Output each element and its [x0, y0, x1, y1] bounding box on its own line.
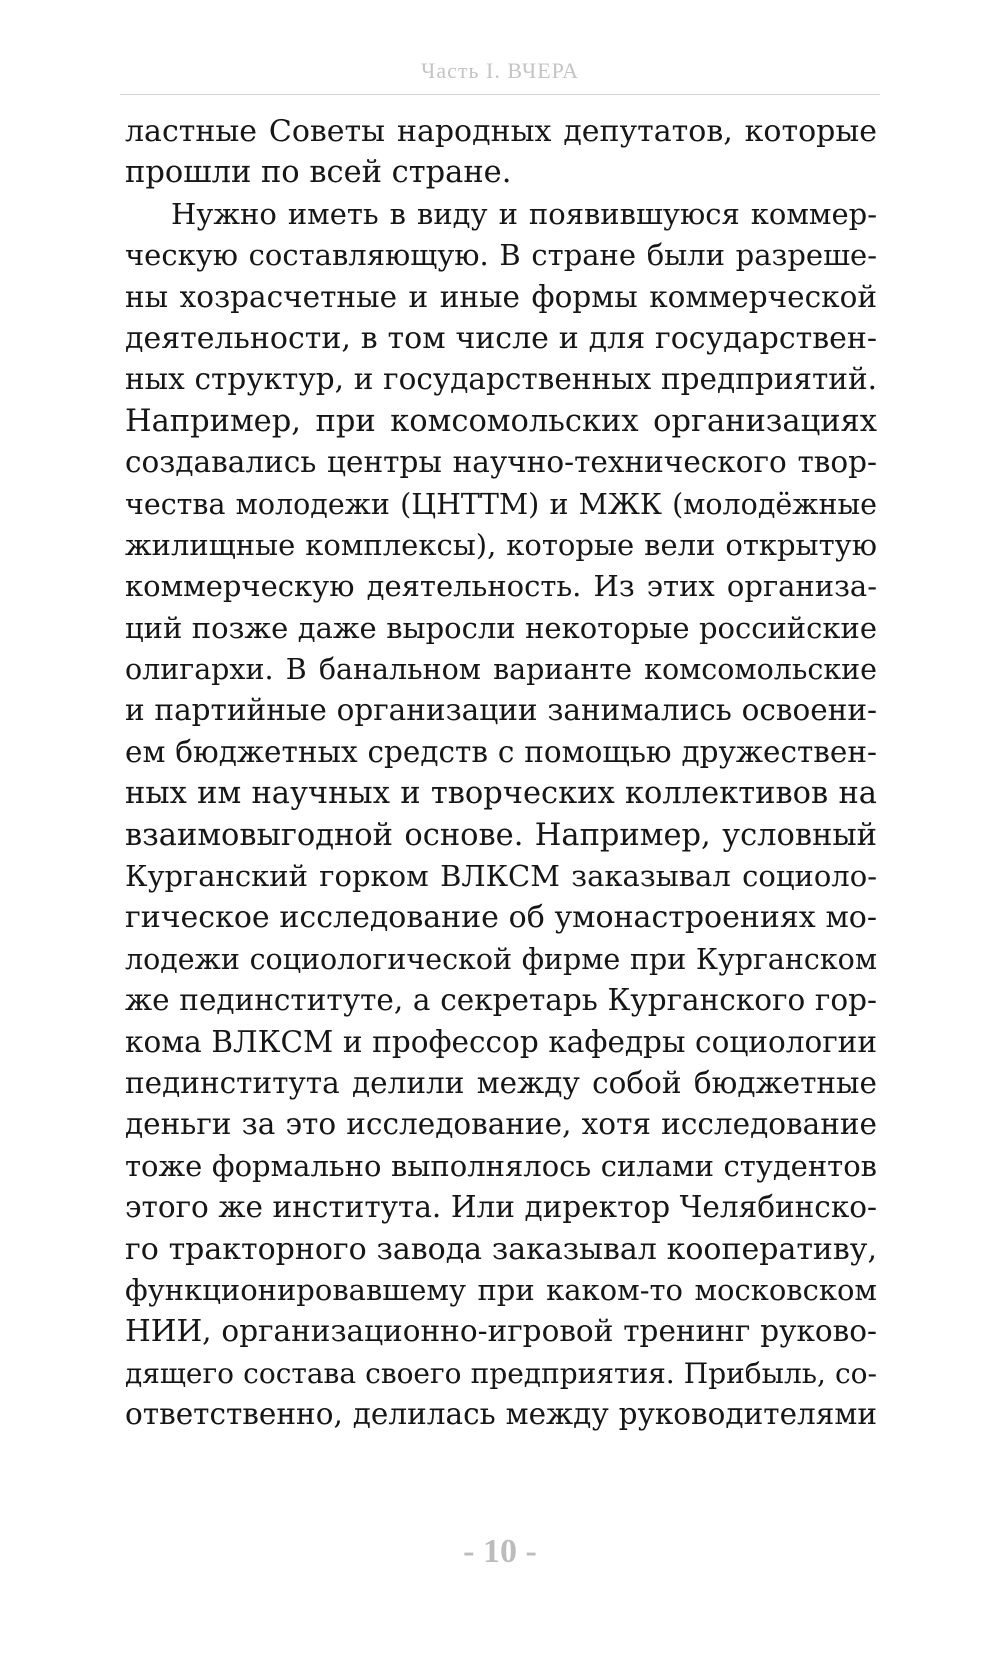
text-line: создавались центры научно-технического твор- — [125, 445, 877, 480]
text-line: ответственно, делилась между руководителями — [125, 1397, 877, 1432]
text-line: этого же института. Или директор Челябинско- — [125, 1190, 877, 1225]
text-line: ластные Советы народных депутатов, которые — [125, 114, 877, 149]
page-number: - 10 - — [463, 1533, 537, 1570]
text-line: тоже формально выполнялось силами студентов — [125, 1148, 877, 1183]
text-line: Нужно иметь в виду и появившуюся коммер- — [171, 196, 877, 231]
text-line: взаимовыгодной основе. Например, условный — [125, 817, 877, 853]
text-line: НИИ, организационно-игровой тренинг руково- — [125, 1314, 877, 1349]
text-line: коммерческую деятельность. Из этих организа- — [125, 569, 877, 604]
running-head: Часть I. ВЧЕРА — [421, 58, 579, 83]
header-rule — [120, 94, 880, 95]
text-line: гическое исследование об умонастроениях мо- — [125, 900, 877, 936]
text-line: деньги за это исследование, хотя исследование — [125, 1107, 877, 1142]
text-line: ций позже даже выросли некоторые российские — [125, 610, 877, 645]
text-line: ных структур, и государственных предприятий. — [125, 362, 877, 397]
text-line: пединститута делили между собой бюджетные — [125, 1065, 877, 1100]
text-line: лодежи социологической фирме при Курганском — [125, 942, 877, 976]
text-line: прошли по всей стране. — [125, 155, 512, 191]
text-line: кома ВЛКСМ и профессор кафедры социологии — [125, 1024, 877, 1059]
text-line: чества молодежи (ЦНТТМ) и МЖК (молодёжные — [125, 487, 877, 521]
text-line: ем бюджетных средств с помощью дружествен- — [125, 734, 877, 769]
text-line: же пединституте, а секретарь Курганского гор- — [125, 983, 877, 1018]
text-line: деятельности, в том числе и для государствен- — [125, 320, 877, 356]
text-line: го тракторного завода заказывал кооперативу, — [125, 1231, 877, 1267]
body-text — [125, 111, 877, 1436]
text-line: дящего состава своего предприятия. Прибыль, со- — [125, 1356, 877, 1390]
text-line: Курганский горком ВЛКСМ заказывал социоло- — [125, 859, 877, 894]
text-line: олигархи. В банальном варианте комсомольские — [125, 653, 877, 687]
text-line: функционировавшему при каком-то московском — [125, 1272, 877, 1307]
text-line: и партийные организации занимались освоени- — [125, 693, 877, 728]
text-line: ных им научных и творческих коллективов на — [125, 776, 877, 812]
text-line: Например, при комсомольских организациях — [125, 403, 877, 439]
text-line: ческую составляющую. В стране были разреше- — [125, 238, 877, 273]
text-line: ны хозрасчетные и иные формы коммерческой — [125, 279, 877, 314]
text-line: жилищные комплексы), которые вели открытую — [125, 527, 877, 562]
